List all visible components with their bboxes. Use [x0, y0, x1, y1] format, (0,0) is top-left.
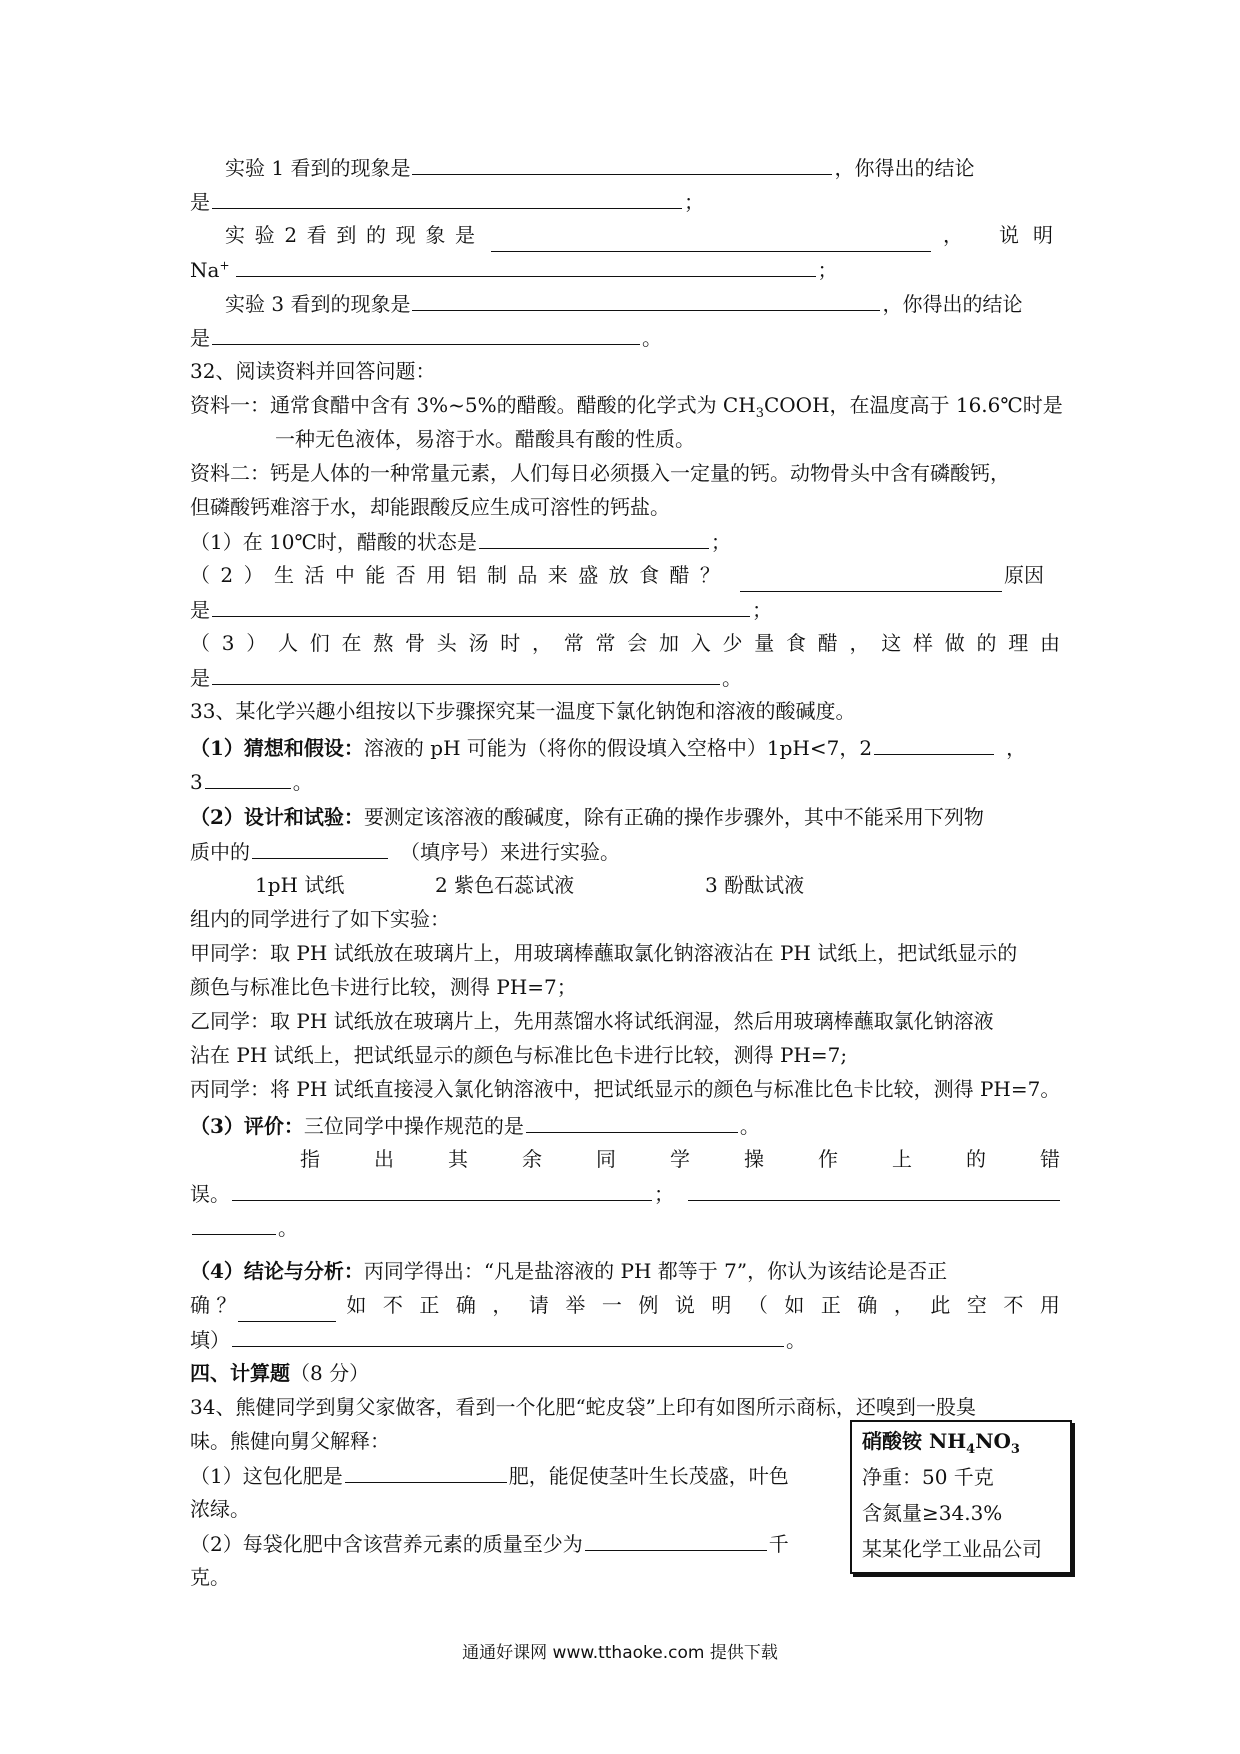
exp2-tail-1: 说 — [999, 223, 1019, 247]
q32-material2: 资料二：钙是人体的一种常量元素，人们每日必须摄入一定量的钙。动物骨头中含有磷酸钙， — [190, 461, 1010, 485]
exp3-line — [225, 286, 1095, 320]
q34-intro-cont: 味。熊健向舅父解释： — [190, 1429, 390, 1453]
q32-part1-blank[interactable] — [479, 524, 709, 549]
option-phenolphthalein: 3 酚酞试液 — [705, 873, 805, 897]
exp2-comma: ， — [943, 223, 963, 247]
exp3-conclusion-prefix: 是 — [190, 326, 210, 350]
label-nitrogen: 含氮量≥34.3% — [862, 1501, 1003, 1525]
q32-part2-reason-blank[interactable] — [212, 592, 750, 617]
exp2-line — [225, 218, 1060, 252]
q34-intro: 34、熊健同学到舅父家做客，看到一个化肥“蛇皮袋”上印有如图所示商标，还嗅到一股臭 — [190, 1395, 976, 1419]
fertilizer-label — [850, 1420, 1072, 1574]
q32-material2-cont: 但磷酸钙难溶于水，却能跟酸反应生成可溶性的钙盐。 — [190, 495, 670, 519]
exp3-conclusion-tail: 。 — [642, 326, 662, 350]
q34-part2-cont: 克。 — [190, 1565, 230, 1589]
q33-hypothesis: （1）猜想和假设：溶液的 pH 可能为（将你的假设填入空格中）1pH<7，2 ， — [190, 730, 1060, 764]
q33-student-b-cont: 沾在 PH 试纸上，把试纸显示的颜色与标准比色卡进行比较，测得 PH=7; — [190, 1043, 848, 1067]
q33-error-blank-1[interactable] — [232, 1176, 652, 1201]
q33-evaluation-blank[interactable] — [526, 1108, 738, 1133]
exp1-phenomenon-blank[interactable] — [412, 150, 832, 175]
q33-title: 33、某化学兴趣小组按以下步骤探究某一温度下氯化钠饱和溶液的酸碱度。 — [190, 699, 856, 723]
q32-title: 32、阅读资料并回答问题： — [190, 359, 436, 383]
exp1-conclusion-prefix: 是 — [190, 190, 210, 214]
q33-options — [190, 868, 1060, 902]
q33-error-blank-2-cont[interactable] — [192, 1210, 276, 1235]
q33-example-blank[interactable] — [232, 1322, 784, 1347]
label-company: 某某化学工业品公司 — [862, 1537, 1042, 1561]
q33-design: （2）设计和试验：要测定该溶液的酸碱度，除有正确的操作步骤外，其中不能采用下列物 — [190, 805, 984, 829]
exp2-tail-2: 明 — [1033, 223, 1053, 247]
q33-error-line-cont: 。 — [190, 1210, 1060, 1244]
exp2-prompt: 实 验 2 看 到 的 现 象 是 — [225, 223, 475, 247]
q34-mass-blank[interactable] — [585, 1526, 767, 1551]
q32-part1: （1）在 10℃时，醋酸的状态是 ； — [190, 524, 1060, 558]
label-name: 硝酸铵 $NH_4NO_3$ — [862, 1429, 1020, 1457]
q34-part2: （2）每袋化肥中含该营养元素的质量至少为 千 — [190, 1526, 1060, 1560]
q32-part3: （ 3 ） 人 们 在 熬 骨 头 汤 时 ， 常 常 会 加 入 少 量 食 醋 ， 这 样 做 的 理 由 — [190, 631, 1060, 655]
q33-example-line: 填） 。 — [190, 1322, 1060, 1356]
exp2-explanation-tail: ； — [817, 258, 838, 282]
exp3-conclusion-blank[interactable] — [212, 320, 640, 345]
q32-part2: （ 2 ） 生 活 中 能 否 用 铝 制 品 来 盛 放 食 醋 ？ 原因 — [190, 558, 1060, 592]
q33-design-blank[interactable] — [252, 834, 388, 859]
exp1-line — [225, 150, 1095, 184]
q33-hypothesis-blank-3[interactable] — [205, 764, 291, 789]
sodium-charge: + — [219, 258, 230, 273]
q33-student-a: 甲同学：取 PH 试纸放在玻璃片上，用玻璃棒蘸取氯化钠溶液沾在 PH 试纸上，把试纸显示的 — [190, 941, 1018, 965]
q33-error-prompt: 指 出 其 余 同 学 操 作 上 的 错 — [300, 1147, 1060, 1171]
q32-part3-reason: 是 。 — [190, 660, 1060, 694]
exp1-prompt: 实验 1 看到的现象是 — [225, 156, 411, 180]
q34-fertilizer-type-blank[interactable] — [345, 1458, 507, 1483]
exp3-conclusion-line — [190, 320, 1060, 354]
q33-evaluation: （3）评价：三位同学中操作规范的是 。 — [190, 1108, 1060, 1142]
q32-material1: 资料一：通常食醋中含有 3%~5%的醋酸。醋酸的化学式为 $CH_3COOH$，在温度高于 16.6℃时是 — [190, 393, 1063, 421]
q33-conclusion-cont: 确 ？ 如 不 正 确 ， 请 举 一 例 说 明 （ 如 正 确 ， 此 空 不 用 — [190, 1288, 1060, 1322]
label-weight: 净重：50 千克 — [862, 1465, 994, 1489]
option-litmus: 2 紫色石蕊试液 — [435, 873, 575, 897]
q33-student-a-cont: 颜色与标准比色卡进行比较，测得 PH=7； — [190, 975, 577, 999]
section4-heading: 四、计算题（8 分） — [190, 1361, 370, 1385]
exp1-tail: ，你得出的结论 — [834, 156, 975, 180]
exp3-phenomenon-blank[interactable] — [412, 286, 880, 311]
exp1-conclusion-tail: ； — [684, 190, 704, 214]
q32-part2-answer-blank[interactable] — [740, 567, 1002, 592]
q34-part1: （1）这包化肥是 肥，能促使茎叶生长茂盛，叶色 — [190, 1458, 1060, 1492]
q33-student-c: 丙同学：将 PH 试纸直接浸入氯化钠溶液中，把试纸显示的颜色与标准比色卡比较，测得 PH=7。 — [190, 1077, 1061, 1101]
exp3-tail: ，你得出的结论 — [882, 292, 1023, 316]
option-ph-paper: 1pH 试纸 — [255, 873, 345, 897]
exp1-conclusion-line — [190, 184, 1060, 218]
q33-student-b: 乙同学：取 PH 试纸放在玻璃片上，先用蒸馏水将试纸润湿，然后用玻璃棒蘸取氯化钠溶液 — [190, 1009, 994, 1033]
q33-error-line: 误。 ； — [190, 1176, 1060, 1210]
exp2-explanation-blank[interactable] — [236, 252, 816, 277]
sodium-symbol: Na — [190, 258, 220, 282]
q32-part3-reason-blank[interactable] — [212, 660, 720, 685]
exp2-na-line — [190, 252, 1060, 286]
q33-hypothesis-cont: 3 。 — [190, 764, 1060, 798]
q33-hypothesis-blank-2[interactable] — [874, 730, 994, 755]
exp1-conclusion-blank[interactable] — [212, 184, 682, 209]
q33-correctness-blank[interactable] — [238, 1297, 336, 1322]
q33-intro: 组内的同学进行了如下实验： — [190, 907, 450, 931]
exp2-phenomenon-blank[interactable] — [491, 227, 931, 252]
q33-conclusion: （4）结论与分析：丙同学得出：“凡是盐溶液的 PH 都等于 7”，你认为该结论是否正 — [190, 1259, 948, 1283]
q33-error-blank-2[interactable] — [688, 1176, 1060, 1201]
q32-material1-cont: 一种无色液体，易溶于水。醋酸具有酸的性质。 — [275, 427, 695, 451]
q33-design-cont: 质中的 （填序号）来进行实验。 — [190, 834, 1060, 868]
q34-part1-cont: 浓绿。 — [190, 1497, 250, 1521]
q32-part2-reason: 是 ； — [190, 592, 1060, 626]
exp3-prompt: 实验 3 看到的现象是 — [225, 292, 411, 316]
page-footer: 通通好课网 www.tthaoke.com 提供下载 — [462, 1643, 778, 1663]
